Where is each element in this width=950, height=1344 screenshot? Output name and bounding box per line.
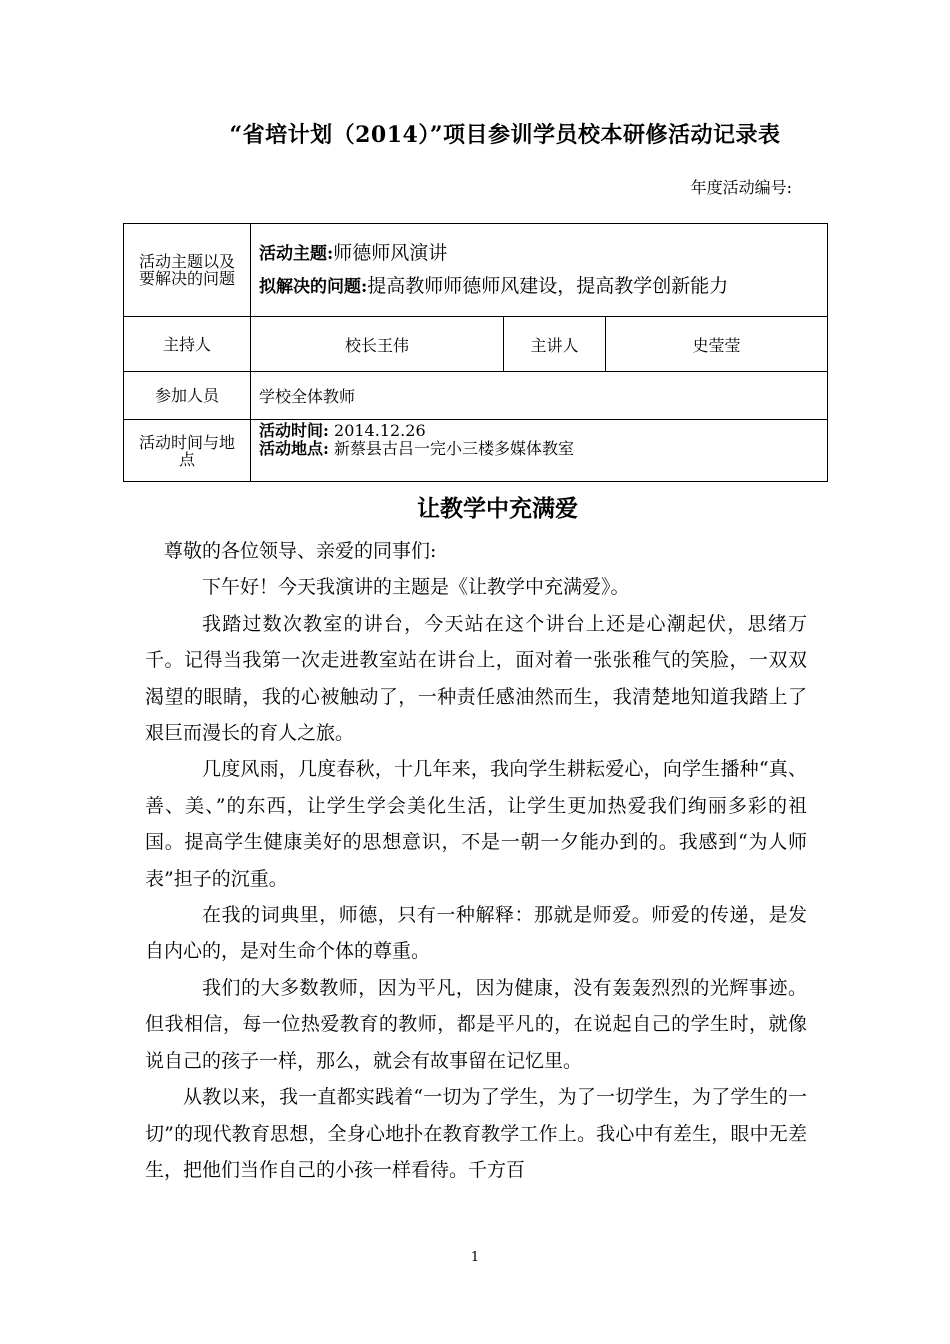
speech-paragraph: 在我的词典里，师德，只有一种解释：那就是师爱。师爱的传递，是发自内心的，是对生命个体的尊重。 <box>145 904 807 963</box>
participants-label: 参加人员 <box>124 372 251 420</box>
page-number: 1 <box>470 1250 480 1265</box>
topic-value: 师德师风演讲 <box>333 242 448 264</box>
table-row <box>124 317 828 372</box>
topic-label-cell <box>124 224 251 317</box>
speech-title: 让教学中充满爱 <box>417 495 578 522</box>
speaker-value: 史莹莹 <box>606 317 828 372</box>
time-key: 活动时间: <box>259 421 329 440</box>
time-place-label: 活动时间与地点 <box>138 432 235 469</box>
speaker-label: 主讲人 <box>504 317 606 372</box>
table-row <box>124 372 828 420</box>
host-value: 校长王伟 <box>251 317 504 372</box>
time-value: 2014.12.26 <box>334 421 426 440</box>
place-key: 活动地点: <box>259 439 329 458</box>
topic-key: 活动主题: <box>259 244 334 264</box>
speech-paragraph: 几度风雨，几度春秋，十几年来，我向学生耕耘爱心，向学生播种“真、善、美、”的东西，让学生学会美化生活，让学生更加热爱我们绚丽多彩的祖国。提高学生健康美好的思想意识，不是一朝一夕能办到的。我感到“为人师表”担子的沉重。 <box>145 758 807 890</box>
record-number-label: 年度活动编号: <box>690 178 792 197</box>
place-value: 新蔡县古吕一完小三楼多媒体教室 <box>334 439 575 458</box>
problem-value: 提高教师师德师风建设，提高教学创新能力 <box>367 275 729 297</box>
speech-paragraph: 我踏过数次教室的讲台，今天站在这个讲台上还是心潮起伏，思绪万千。记得当我第一次走进教室站在讲台上，面对着一张张稚气的笑脸，一双双渴望的眼睛，我的心被触动了，一种责任感油然而生，我清楚地知道我踏上了艰巨而漫长的育人之旅。 <box>145 612 807 745</box>
time-place-value-cell <box>251 420 828 482</box>
speech-paragraph: 下午好！今天我演讲的主题是《让教学中充满爱》。 <box>202 576 630 599</box>
time-place-label-cell <box>124 420 251 482</box>
table-row <box>124 224 828 317</box>
table-row <box>124 420 828 482</box>
speech-paragraph: 我们的大多数教师，因为平凡，因为健康，没有轰轰烈烈的光辉事迹。但我相信，每一位热爱教育的教师，都是平凡的，在说起自己的学生时，就像说自己的孩子一样，那么，就会有故事留在记忆里。 <box>145 976 807 1072</box>
activity-record-table <box>123 223 828 482</box>
document-title: “省培计划（2014）”项目参训学员校本研修活动记录表 <box>229 122 781 148</box>
topic-value-cell <box>251 224 828 317</box>
speech-paragraph: 从教以来，我一直都实践着“一切为了学生，为了一切学生，为了学生的一切”的现代教育思想，全身心地扑在教育教学工作上。我心中有差生，眼中无差生，把他们当作自己的小孩一样看待。千方百 <box>145 1086 807 1181</box>
topic-label: 活动主题以及要解决的问题 <box>138 252 235 288</box>
problem-key: 拟解决的问题: <box>259 277 368 297</box>
participants-value: 学校全体教师 <box>251 372 828 420</box>
speech-body <box>145 533 807 1188</box>
speech-greeting: 尊敬的各位领导、亲爱的同事们: <box>164 540 437 562</box>
host-label: 主持人 <box>124 317 251 372</box>
